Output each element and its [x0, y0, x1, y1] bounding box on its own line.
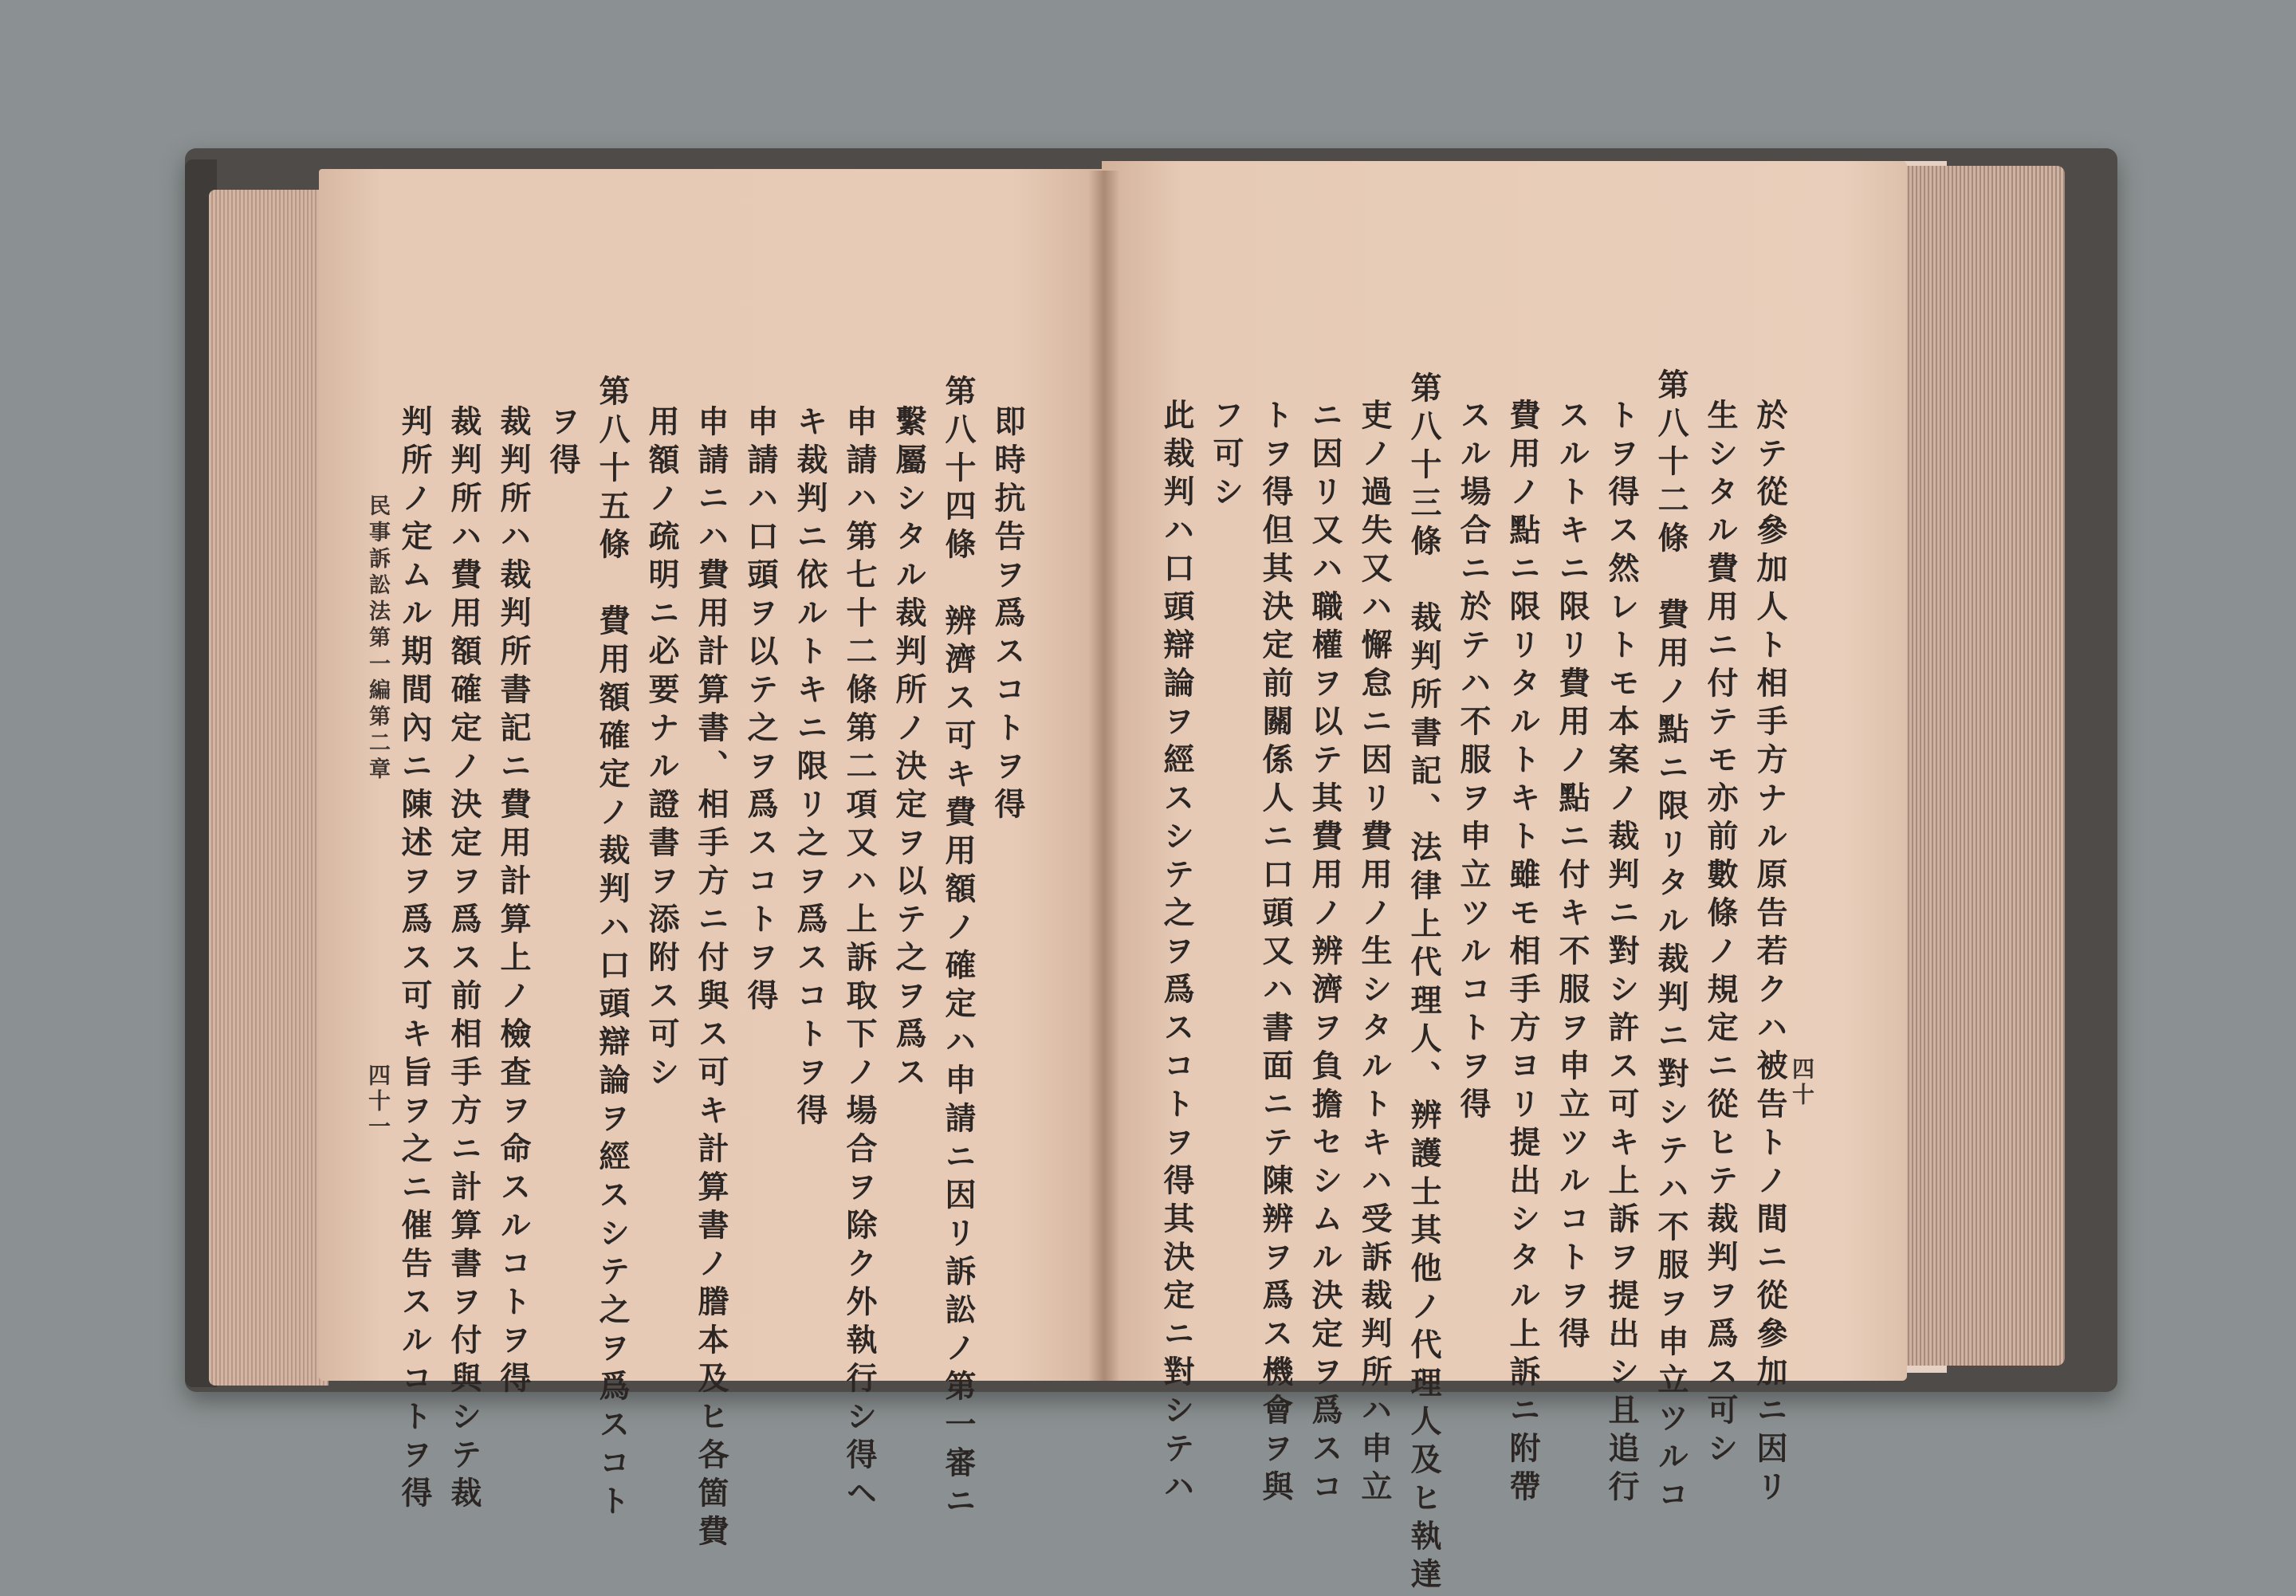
left-line-7: 申請ニハ費用計算書、相手方ニ付與ス可キ計算書ノ謄本及ヒ各箇費 [693, 405, 729, 1553]
left-line-9: 第八十五條 費用額確定ノ裁判ハ口頭辯論ヲ經スシテ之ヲ爲スコト [594, 375, 631, 1523]
left-line-13: 判所ノ定ムル期間內ニ陳述ヲ爲ス可キ旨ヲ之ニ催告スルコトヲ得 [396, 405, 433, 1515]
right-line-11: トヲ得但其決定前關係人ニ口頭又ハ書面ニテ陳辨ヲ爲ス機會ヲ與 [1257, 399, 1294, 1508]
right-line-7: スル場合ニ於テハ不服ヲ申立ツルコトヲ得 [1455, 399, 1492, 1126]
right-line-3: 第八十二條 費用ノ點ニ限リタル裁判ニ對シテハ不服ヲ申立ツルコ [1653, 368, 1689, 1516]
book-gutter [1088, 171, 1120, 1381]
right-line-5: スルトキニ限リ費用ノ點ニ付キ不服ヲ申立ツルコトヲ得 [1554, 399, 1590, 1355]
right-page-number: 四十 [1789, 1057, 1815, 1108]
left-line-3: 繫屬シタル裁判所ノ決定ヲ以テ之ヲ爲ス [890, 405, 927, 1094]
left-line-8: 用額ノ疏明ニ必要ナル證書ヲ添附ス可シ [643, 405, 680, 1094]
left-page-stack [209, 190, 328, 1386]
right-page-stack [1897, 166, 2065, 1366]
right-line-13: 此裁判ハ口頭辯論ヲ經スシテ之ヲ爲スコトヲ得其決定ニ對シテハ [1158, 399, 1195, 1508]
right-line-1: 於テ從參加人ト相手方ナル原告若クハ被告トノ間ニ從參加ニ因リ [1751, 399, 1788, 1508]
right-line-4: トヲ得ス然レトモ本案ノ裁判ニ對シ許ス可キ上訴ヲ提出シ且追行 [1603, 399, 1640, 1508]
left-line-1: 即時抗告ヲ爲スコトヲ得 [989, 405, 1026, 826]
left-line-6: 申請ハ口頭ヲ以テ之ヲ爲スコトヲ得 [742, 405, 779, 1017]
left-line-12: 裁判所ハ費用額確定ノ決定ヲ爲ス前相手方ニ計算書ヲ付與シテ裁 [446, 405, 482, 1515]
right-line-10: ニ因リ又ハ職權ヲ以テ其費用ノ辨濟ヲ負擔セシムル決定ヲ爲スコ [1307, 399, 1343, 1508]
running-title: 民事訴訟法第一編第二章 [365, 494, 390, 784]
left-page-number: 四十一 [365, 1063, 391, 1140]
right-line-9: 吏ノ過失又ハ懈怠ニ因リ費用ノ生シタルトキハ受訴裁判所ハ申立 [1356, 399, 1393, 1508]
left-line-11: 裁判所ハ裁判所書記ニ費用計算上ノ檢查ヲ命スルコトヲ得 [495, 405, 532, 1400]
right-line-12: フ可シ [1208, 399, 1244, 513]
left-line-4: 申請ハ第七十二條第二項又ハ上訴取下ノ場合ヲ除ク外執行シ得ヘ [841, 405, 878, 1515]
left-line-2: 第八十四條 辨濟ス可キ費用額ノ確定ハ申請ニ因リ訴訟ノ第一審ニ [940, 375, 977, 1523]
right-line-8: 第八十三條 裁判所書記、法律上代理人、辨護士其他ノ代理人及ヒ執達 [1406, 371, 1442, 1596]
right-line-2: 生シタル費用ニ付テモ亦前數條ノ規定ニ從ヒテ裁判ヲ爲ス可シ [1702, 399, 1739, 1470]
left-line-10: ヲ得 [545, 405, 581, 482]
left-line-5: キ裁判ニ依ルトキニ限リ之ヲ爲スコトヲ得 [792, 405, 828, 1132]
right-line-6: 費用ノ點ニ限リタルトキト雖モ相手方ヨリ提出シタル上訴ニ附帶 [1504, 399, 1541, 1508]
